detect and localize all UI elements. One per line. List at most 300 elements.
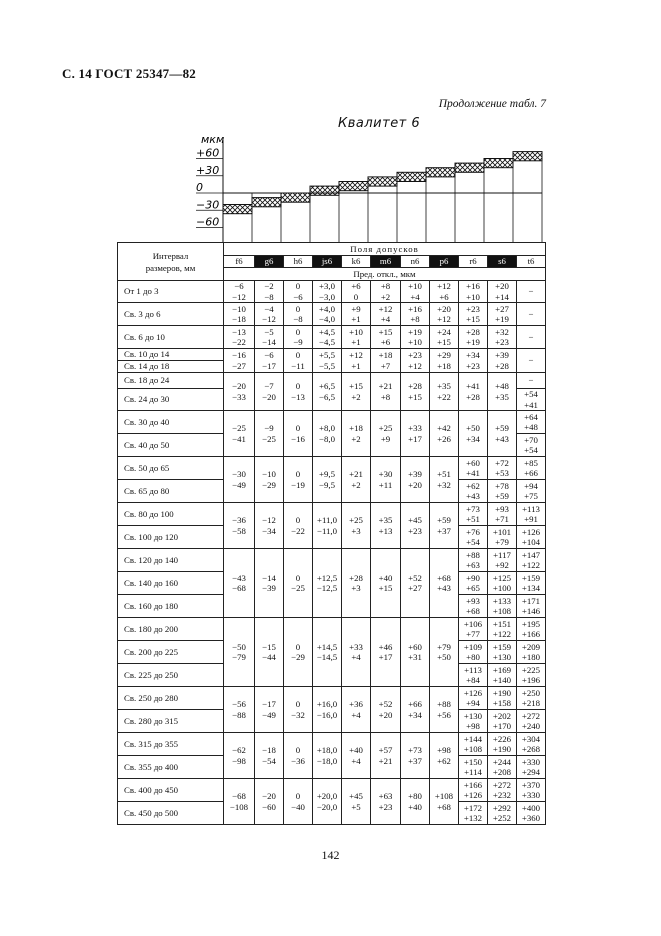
deviation-value: +40 (408, 801, 422, 812)
deviation-value: +8,0 (319, 423, 335, 434)
deviation-value: +330 (521, 790, 541, 800)
deviation-value: −18,0 (316, 755, 338, 766)
deviation-value: −8 (264, 291, 274, 302)
deviation-value: +133 (492, 595, 512, 606)
deviation-cell-m6 (371, 733, 401, 779)
deviation-cell-s6 (488, 802, 517, 825)
deviation-value: +6 (351, 281, 361, 292)
deviation-value: +8 (410, 314, 420, 324)
deviation-cell-t6 (517, 303, 546, 326)
interval-cell: Св. 315 до 355 (118, 733, 224, 756)
deviation-value: +126 (463, 790, 483, 800)
deviation-cell-p6 (430, 549, 459, 618)
deviation-value: +91 (524, 514, 538, 524)
deviation-cell-r6 (459, 549, 488, 572)
deviation-value: +108 (463, 744, 483, 754)
interval-cell: От 1 до 3 (118, 281, 224, 303)
deviation-cell-s6 (488, 687, 517, 710)
deviation-value: +126 (463, 687, 483, 698)
deviation-cell-g6 (255, 349, 284, 373)
deviation-cell-p6 (430, 503, 459, 549)
deviation-value: +101 (492, 526, 512, 537)
deviation-cell-p6 (430, 303, 459, 326)
deviation-cell-r6 (459, 756, 488, 779)
interval-cell: Св. 400 до 450 (118, 779, 224, 802)
field-s6: s6 (488, 256, 517, 268)
deviation-value: +144 (463, 733, 483, 744)
deviation-value: −15 (262, 641, 276, 652)
deviation-value: +25 (349, 515, 363, 526)
field-n6: n6 (401, 256, 430, 268)
deviation-value: +80 (466, 652, 480, 662)
tolerance-field-m6 (368, 177, 397, 186)
deviation-value: +252 (492, 813, 512, 823)
deviation-value: 0 (295, 791, 301, 802)
table-row (118, 349, 546, 361)
deviation-value: +232 (492, 790, 512, 800)
deviation-value: −44 (262, 652, 276, 662)
deviation-value: +3 (351, 525, 361, 536)
deviation-value: −9,5 (319, 479, 335, 490)
deviation-value: +18 (437, 360, 451, 371)
deviation-value: +108 (492, 606, 512, 616)
deviation-value: +28 (349, 572, 363, 583)
deviation-value: +9 (351, 303, 361, 314)
deviation-value: +117 (493, 549, 511, 560)
deviation-value: +4 (351, 709, 361, 720)
deviation-cell-p6 (430, 687, 459, 733)
interval-cell: Св. 14 до 18 (118, 361, 224, 373)
deviation-value: +208 (492, 767, 512, 777)
table-row (118, 779, 546, 802)
deviation-cell-js6 (313, 687, 342, 733)
table-row (118, 457, 546, 480)
deviation-value: +11,0 (316, 515, 338, 526)
deviation-value: +73 (408, 745, 422, 756)
deviation-value: −49 (262, 709, 276, 720)
deviation-cell-p6 (430, 281, 459, 303)
deviation-value: +50 (437, 652, 451, 662)
deviation-value: +15 (466, 314, 480, 324)
deviation-value: +16 (408, 303, 422, 314)
deviation-value: +169 (492, 664, 512, 675)
interval-cell: Св. 30 до 40 (118, 411, 224, 434)
deviation-value: +292 (492, 802, 512, 813)
deviation-cell-k6 (342, 326, 371, 349)
deviation-value: −17 (262, 360, 276, 371)
deviation-value: +150 (463, 756, 483, 767)
deviation-value: 0 (295, 572, 301, 583)
deviation-cell-r6 (459, 373, 488, 411)
deviation-value: +9,5 (319, 469, 335, 480)
table-row (118, 411, 546, 434)
field-m6: m6 (371, 256, 401, 268)
deviation-value: −5 (264, 326, 274, 337)
deviation-value: −22 (291, 525, 305, 536)
deviation-cell-s6 (488, 618, 517, 641)
deviation-value: +23 (466, 360, 480, 371)
deviation-value: +27 (408, 583, 422, 593)
deviation-value: +10 (408, 337, 422, 347)
tolerance-field-p6 (426, 168, 455, 177)
deviation-cell-m6 (371, 281, 401, 303)
deviation-value: +41 (466, 381, 480, 392)
deviation-value: +22 (437, 391, 451, 402)
deviation-cell-t6 (517, 549, 546, 572)
deviation-value: +4,0 (319, 303, 335, 314)
deviation-cell-t6 (517, 618, 546, 641)
deviation-value: +2 (351, 433, 361, 444)
table-row (118, 549, 546, 572)
deviation-value: −58 (232, 525, 246, 536)
deviation-value: +171 (521, 595, 541, 606)
deviation-value: +19 (466, 337, 480, 347)
deviation-cell-js6 (313, 733, 342, 779)
deviation-value: +51 (466, 514, 480, 524)
chart-tick-label: −30 (196, 198, 220, 212)
deviation-value: − (528, 375, 534, 386)
deviation-value: +53 (495, 468, 509, 478)
deviation-value: +40 (378, 572, 393, 583)
deviation-value: +56 (437, 709, 451, 720)
deviation-value: +6,5 (319, 381, 335, 392)
deviation-cell-p6 (430, 779, 459, 825)
deviation-value: +23 (466, 303, 480, 314)
deviation-value: +98 (437, 745, 451, 756)
deviation-cell-k6 (342, 281, 371, 303)
deviation-cell-r6 (459, 326, 488, 349)
deviation-cell-s6 (488, 457, 517, 480)
deviation-value: +85 (524, 457, 538, 468)
deviation-value: +304 (521, 733, 541, 744)
deviation-cell-f6 (224, 503, 255, 549)
deviation-cell-g6 (255, 779, 284, 825)
deviation-cell-n6 (401, 503, 430, 549)
tolerance-field-n6 (397, 172, 426, 181)
deviation-value: +15 (378, 326, 393, 337)
deviation-value: +226 (492, 733, 512, 744)
deviation-value: −3,0 (319, 291, 335, 302)
deviation-value: +70 (524, 434, 538, 445)
deviation-value: +54 (466, 537, 480, 547)
deviation-value: +146 (521, 606, 541, 616)
deviation-value: +62 (437, 755, 451, 766)
deviation-value: +12 (437, 314, 451, 324)
interval-cell: Св. 80 до 100 (118, 503, 224, 526)
deviation-value: +32 (495, 326, 509, 337)
deviation-value: +250 (521, 687, 541, 698)
deviation-cell-p6 (430, 326, 459, 349)
deviation-cell-r6 (459, 618, 488, 641)
deviation-cell-f6 (224, 549, 255, 618)
interval-header-label: Интервал размеров, мм (145, 250, 196, 273)
deviation-cell-m6 (371, 303, 401, 326)
deviation-value: −27 (232, 360, 246, 371)
deviation-value: +62 (466, 480, 480, 491)
deviation-value: −12 (232, 291, 246, 302)
deviation-value: +2 (380, 291, 391, 302)
deviation-value: 0 (295, 469, 301, 480)
deviation-cell-h6 (284, 503, 313, 549)
deviation-value: −12 (262, 515, 276, 526)
deviation-cell-t6 (517, 411, 546, 434)
deviation-cell-n6 (401, 457, 430, 503)
chart-tick-label: +30 (196, 163, 220, 177)
deviation-value: −79 (232, 652, 246, 662)
deviation-cell-t6 (517, 326, 546, 349)
deviation-value: +130 (463, 710, 483, 721)
deviation-value: +4,5 (319, 326, 335, 337)
deviation-value: +100 (492, 583, 512, 593)
deviation-value: − (528, 308, 534, 319)
deviation-cell-s6 (488, 349, 517, 373)
deviation-cell-s6 (488, 733, 517, 756)
deviation-cell-p6 (430, 411, 459, 457)
deviation-value: +12 (378, 303, 393, 314)
deviation-value: +132 (463, 813, 483, 823)
deviation-value: +37 (437, 525, 451, 536)
deviation-value: +41 (466, 468, 480, 478)
deviation-value: − (528, 355, 534, 366)
deviation-value: +5,5 (319, 350, 335, 361)
deviation-cell-r6 (459, 687, 488, 710)
deviation-value: +43 (466, 491, 480, 501)
deviation-value: +20 (378, 709, 393, 720)
deviation-cell-k6 (342, 457, 371, 503)
deviation-value: +71 (495, 514, 509, 524)
table-row (118, 687, 546, 710)
deviation-cell-n6 (401, 549, 430, 618)
deviation-value: −8,0 (319, 433, 335, 444)
deviation-value: +21 (378, 755, 393, 766)
deviation-value: −7 (264, 381, 274, 392)
deviation-value: +4 (351, 755, 361, 766)
deviation-value: −50 (232, 641, 246, 652)
deviation-cell-s6 (488, 281, 517, 303)
deviation-value: +63 (378, 791, 393, 802)
deviation-value: +32 (437, 479, 451, 490)
table-row (118, 733, 546, 756)
deviation-value: −11,0 (316, 525, 338, 536)
deviation-value: +130 (492, 652, 512, 662)
deviation-value: +268 (521, 744, 541, 754)
page-header: С. 14 ГОСТ 25347—82 (62, 66, 196, 81)
deviation-cell-n6 (401, 303, 430, 326)
deviation-value: +20,0 (316, 791, 338, 802)
deviation-value: +4 (351, 652, 361, 662)
deviation-value: +19 (408, 326, 422, 337)
tolerance-table (117, 242, 546, 825)
deviation-value: +24 (437, 326, 451, 337)
deviation-value: −4,5 (319, 337, 335, 347)
deviation-value: +28 (495, 360, 509, 371)
deviation-value: +45 (349, 791, 363, 802)
deviation-value: +108 (434, 791, 454, 802)
deviation-value: −25 (291, 583, 305, 593)
deviation-cell-g6 (255, 618, 284, 687)
deviation-value: +46 (378, 641, 393, 652)
deviations-header: Пред. откл., мкм (224, 268, 546, 281)
deviation-value: +68 (466, 606, 480, 616)
deviation-value: +15 (408, 391, 422, 402)
deviation-value: +80 (408, 791, 422, 802)
deviation-value: +15 (437, 337, 451, 347)
deviation-value: +12,5 (316, 572, 338, 583)
deviation-value: −25 (232, 423, 246, 434)
deviation-cell-js6 (313, 326, 342, 349)
deviation-value: +60 (408, 641, 422, 652)
deviation-value: +272 (492, 779, 512, 790)
field-f6: f6 (224, 256, 255, 268)
deviation-value: −4 (264, 303, 274, 314)
deviation-cell-t6 (517, 641, 546, 664)
deviation-cell-js6 (313, 779, 342, 825)
deviation-value: −98 (232, 755, 246, 766)
field-js6: js6 (313, 256, 342, 268)
deviation-value: −36 (291, 755, 305, 766)
deviation-cell-js6 (313, 303, 342, 326)
interval-cell: Св. 6 до 10 (118, 326, 224, 349)
deviation-value: −13 (291, 391, 305, 402)
deviation-value: +147 (521, 549, 541, 560)
deviation-value: −34 (262, 525, 276, 536)
deviation-cell-k6 (342, 349, 371, 373)
deviation-value: −11 (291, 360, 305, 371)
deviation-cell-g6 (255, 457, 284, 503)
deviation-value: +17 (378, 652, 393, 662)
deviation-value: +66 (524, 468, 538, 478)
deviation-cell-r6 (459, 641, 488, 664)
deviation-value: +209 (521, 641, 541, 652)
deviation-value: +28 (408, 381, 422, 392)
deviation-cell-js6 (313, 457, 342, 503)
deviation-value: +370 (521, 779, 541, 790)
deviation-cell-r6 (459, 480, 488, 503)
deviation-value: −14 (262, 572, 276, 583)
tolerance-field-js6 (310, 186, 339, 195)
deviation-cell-g6 (255, 503, 284, 549)
deviation-value: +3 (351, 583, 361, 593)
deviation-cell-p6 (430, 373, 459, 411)
deviation-value: +21 (378, 381, 393, 392)
deviation-value: +98 (466, 721, 480, 731)
deviation-value: +190 (492, 687, 512, 698)
deviation-cell-r6 (459, 457, 488, 480)
deviation-value: +65 (466, 583, 480, 593)
interval-cell: Св. 140 до 160 (118, 572, 224, 595)
deviation-value: −6 (293, 291, 303, 302)
deviation-value: +122 (492, 629, 512, 639)
deviation-value: +36 (349, 699, 363, 710)
deviation-value: −10 (262, 469, 276, 480)
deviation-value: +88 (437, 699, 451, 710)
deviation-value: +33 (349, 641, 363, 652)
deviation-cell-t6 (517, 802, 546, 825)
interval-cell: Св. 180 до 200 (118, 618, 224, 641)
deviation-cell-n6 (401, 326, 430, 349)
deviation-value: +35 (495, 391, 509, 402)
deviation-value: +2 (351, 479, 361, 490)
chart-tick-label: +60 (196, 146, 220, 160)
deviation-value: +240 (521, 721, 541, 731)
deviation-value: +23 (378, 801, 393, 812)
tolerance-field-chart (190, 130, 550, 242)
deviation-value: +134 (521, 583, 541, 593)
deviation-cell-t6 (517, 733, 546, 756)
deviation-value: 0 (295, 699, 301, 710)
deviation-value: +68 (437, 572, 451, 583)
deviation-cell-t6 (517, 756, 546, 779)
deviation-value: −20,0 (316, 801, 338, 812)
deviation-cell-g6 (255, 549, 284, 618)
deviation-cell-r6 (459, 503, 488, 526)
deviation-value: +84 (466, 675, 480, 685)
deviation-cell-g6 (255, 411, 284, 457)
interval-cell: Св. 450 до 500 (118, 802, 224, 825)
deviation-value: +59 (495, 423, 509, 434)
deviation-cell-h6 (284, 326, 313, 349)
deviation-cell-r6 (459, 710, 488, 733)
deviation-cell-h6 (284, 457, 313, 503)
deviation-cell-t6 (517, 710, 546, 733)
deviation-value: +1 (351, 314, 361, 324)
deviation-value: +63 (466, 560, 480, 570)
deviation-value: +10 (349, 326, 363, 337)
field-t6: t6 (517, 256, 546, 268)
deviation-value: −33 (232, 391, 246, 402)
deviation-value: +11 (378, 479, 393, 490)
deviation-value: +151 (492, 618, 512, 629)
deviation-cell-js6 (313, 281, 342, 303)
field-p6: p6 (430, 256, 459, 268)
deviation-cell-r6 (459, 595, 488, 618)
deviation-value: +33 (408, 423, 422, 434)
deviation-value: −16,0 (316, 709, 338, 720)
deviation-value: +225 (521, 664, 541, 675)
deviation-cell-k6 (342, 618, 371, 687)
deviation-value: +113 (522, 503, 540, 514)
table-row (118, 503, 546, 526)
deviation-value: +172 (463, 802, 483, 813)
deviation-value: +76 (466, 526, 480, 537)
deviation-value: +126 (521, 526, 541, 537)
deviation-value: +43 (437, 583, 451, 593)
deviation-cell-f6 (224, 779, 255, 825)
deviation-cell-t6 (517, 281, 546, 303)
deviation-value: +170 (492, 721, 512, 731)
deviation-value: +5 (351, 801, 361, 812)
deviation-value: −32 (291, 709, 305, 720)
deviation-value: +166 (463, 779, 483, 790)
deviation-cell-k6 (342, 503, 371, 549)
deviation-cell-t6 (517, 687, 546, 710)
deviation-value: +25 (378, 423, 393, 434)
deviation-cell-g6 (255, 281, 284, 303)
deviation-value: −17 (262, 699, 276, 710)
deviation-value: +54 (524, 389, 538, 400)
deviation-value: +360 (521, 813, 541, 823)
deviation-value: +1 (351, 360, 361, 371)
deviation-cell-s6 (488, 526, 517, 549)
deviation-value: −108 (229, 801, 249, 812)
deviation-value: +30 (378, 469, 393, 480)
deviation-cell-f6 (224, 373, 255, 411)
deviation-value: +9 (380, 433, 391, 444)
deviation-value: +23 (408, 350, 422, 361)
deviation-value: +28 (466, 326, 480, 337)
deviation-value: −56 (232, 699, 246, 710)
deviation-value: +34 (466, 433, 480, 444)
